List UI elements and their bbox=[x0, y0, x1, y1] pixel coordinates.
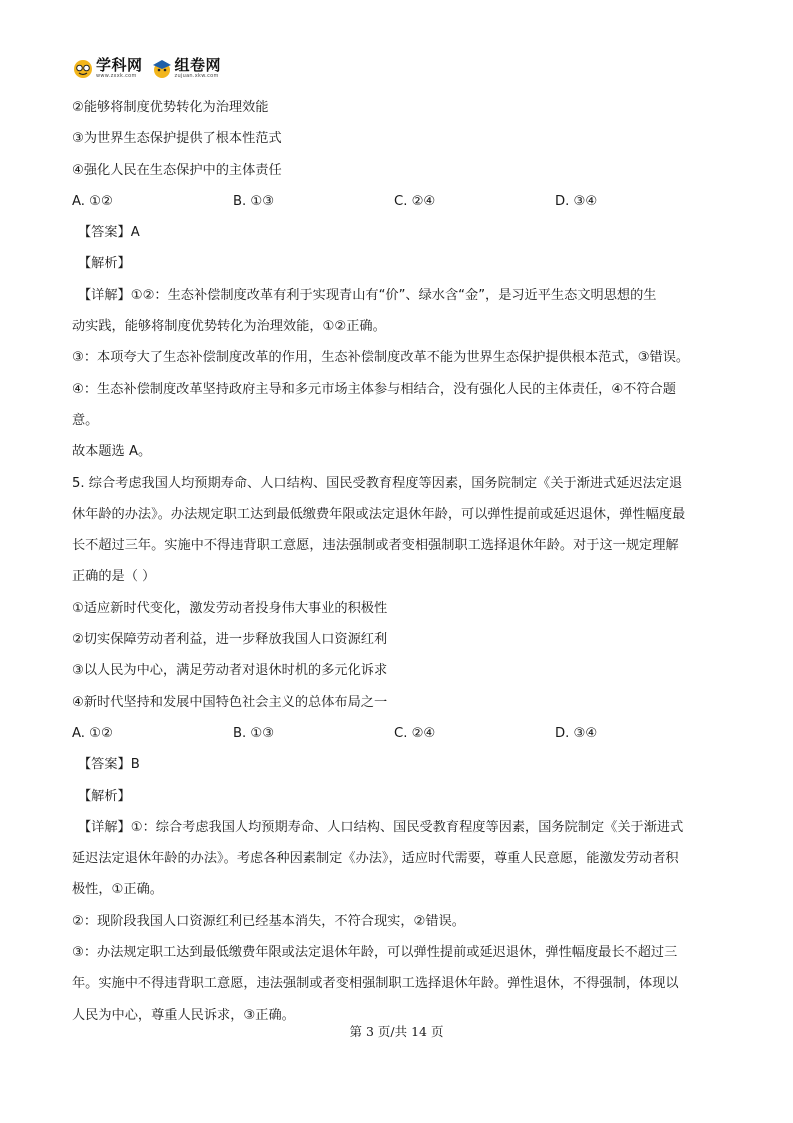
q4-item: ②能够将制度优势转化为治理效能 bbox=[72, 100, 269, 115]
q4-analysis-label: 【解析】 bbox=[78, 256, 131, 272]
q5-detail-line: ③：办法规定职工达到最低缴费年限或法定退休年龄，可以弹性提前或延迟退休，弹性幅度最长不超过三 bbox=[72, 945, 678, 961]
zxxk-logo bbox=[72, 57, 143, 79]
q4-detail-line: 故本题选 A。 bbox=[72, 444, 152, 460]
zxxk-logo-name: 学科网 bbox=[96, 55, 143, 74]
document-body bbox=[72, 92, 732, 1031]
q5-item: ②切实保障劳动者利益，进一步释放我国人口资源红利 bbox=[72, 632, 388, 648]
q4-item: ③为世界生态保护提供了根本性范式 bbox=[72, 131, 282, 147]
q5-detail-line: ②：现阶段我国人口资源红利已经基本消失，不符合现实，②错误。 bbox=[72, 913, 465, 929]
q4-detail-line: ③：本项夸大了生态补偿制度改革的作用，生态补偿制度改革不能为世界生态保护提供根本范式，③错误。 bbox=[72, 350, 690, 366]
q4-item: ④强化人民在生态保护中的主体责任 bbox=[72, 162, 282, 178]
q5-stem-line: 5. 综合考虑我国人均预期寿命、人口结构、国民受教育程度等因素，国务院制定《关于渐进式延迟法定退 bbox=[72, 475, 683, 491]
q5-option-d: D. ③④ bbox=[555, 725, 598, 741]
q5-option-c: C. ②④ bbox=[394, 725, 436, 741]
q4-options bbox=[72, 186, 732, 217]
q5-stem-line: 正确的是（ ） bbox=[72, 569, 156, 585]
q4-detail-line: 意。 bbox=[72, 412, 99, 428]
q5-detail-line: 延迟法定退休年龄的办法》。考虑各种因素制定《办法》，适应时代需要，尊重人民意愿，能激发劳动者积 bbox=[72, 851, 679, 867]
zujuan-logo-name: 组卷网 bbox=[174, 55, 222, 74]
q4-detail-line: 【详解】①②：生态补偿制度改革有利于实现青山有“价”、绿水含“金”，是习近平生态文明思想的生 bbox=[78, 287, 657, 303]
zujuan-logo-url: zujuan.xkw.com bbox=[174, 72, 219, 79]
q4-detail-line: 动实践，能够将制度优势转化为治理效能，①②正确。 bbox=[72, 319, 386, 335]
q5-options bbox=[72, 718, 732, 749]
zxxk-logo-icon bbox=[72, 57, 94, 79]
zujuan-logo-icon bbox=[151, 57, 173, 79]
zxxk-logo-url: www.zxxk.com bbox=[96, 72, 137, 79]
q4-option-d: D. ③④ bbox=[555, 193, 598, 209]
q4-detail-line: ④：生态补偿制度改革坚持政府主导和多元市场主体参与相结合，没有强化人民的主体责任，④不符合题 bbox=[72, 381, 676, 397]
q5-option-b: B. ①③ bbox=[233, 725, 275, 741]
q5-stem-line: 长不超过三年。实施中不得违背职工意愿，违法强制或者变相强制职工选择退休年龄。对于这一规定理解 bbox=[72, 538, 679, 554]
page-number: 第 3 页/共 14 页 bbox=[349, 1024, 444, 1039]
q5-item: ④新时代坚持和发展中国特色社会主义的总体布局之一 bbox=[72, 694, 388, 710]
q5-detail-line: 极性，①正确。 bbox=[72, 882, 163, 898]
q4-answer: 【答案】A bbox=[78, 225, 140, 241]
q5-stem-line: 休年龄的办法》。办法规定职工达到最低缴费年限或法定退休年龄，可以弹性提前或延迟退休，弹性幅度最 bbox=[72, 506, 686, 522]
q5-item: ①适应新时代变化，激发劳动者投身伟大事业的积极性 bbox=[72, 600, 388, 616]
q5-detail-line: 人民为中心，尊重人民诉求，③正确。 bbox=[72, 1007, 295, 1023]
q5-detail-line: 【详解】①：综合考虑我国人均预期寿命、人口结构、国民受教育程度等因素，国务院制定《关于渐进式 bbox=[78, 819, 684, 835]
q5-item: ③以人民为中心，满足劳动者对退休时机的多元化诉求 bbox=[72, 663, 388, 679]
q4-option-a: A. ①② bbox=[72, 193, 113, 209]
q5-option-a: A. ①② bbox=[72, 725, 113, 741]
zujuan-logo bbox=[151, 57, 222, 79]
q5-answer: 【答案】B bbox=[78, 757, 140, 773]
q4-option-b: B. ①③ bbox=[233, 193, 275, 209]
q5-analysis-label: 【解析】 bbox=[78, 788, 131, 804]
q5-detail-line: 年。实施中不得违背职工意愿，违法强制或者变相强制职工选择退休年龄。弹性退休，不得强制，体现以 bbox=[72, 976, 679, 992]
header-logo bbox=[72, 57, 221, 79]
q4-option-c: C. ②④ bbox=[394, 193, 436, 209]
